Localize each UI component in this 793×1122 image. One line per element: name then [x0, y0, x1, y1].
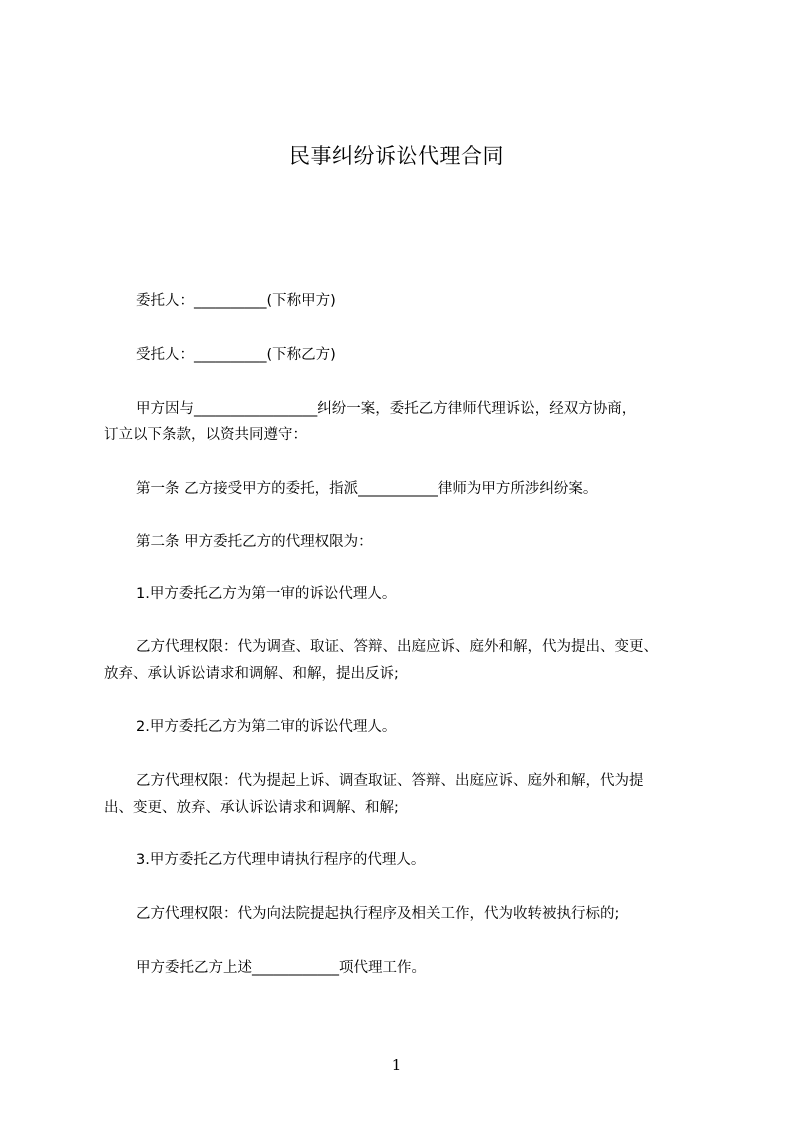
article-1: 第一条 乙方接受甲方的委托，指派___________律师为甲方所涉纠纷案。 [136, 481, 598, 497]
item-2-scope-line-1: 乙方代理权限：代为提起上诉、调查取证、答辩、出庭应诉、庭外和解，代为提 [136, 773, 644, 789]
intro-paragraph-line-2: 订立以下条款，以资共同遵守： [104, 427, 307, 443]
page-number: 1 [391, 1056, 402, 1074]
client-line: 委托人：__________(下称甲方) [136, 293, 336, 309]
item-2-scope-line-2: 出、变更、放弃、承认诉讼请求和调解、和解; [104, 800, 399, 816]
document-title: 民事纠纷诉讼代理合同 [289, 144, 504, 168]
summary-line: 甲方委托乙方上述____________项代理工作。 [136, 960, 426, 976]
item-3-heading: 3.甲方委托乙方代理申请执行程序的代理人。 [136, 852, 426, 868]
item-1-heading: 1.甲方委托乙方为第一审的诉讼代理人。 [136, 586, 397, 602]
article-2: 第二条 甲方委托乙方的代理权限为： [136, 534, 373, 550]
item-2-heading: 2.甲方委托乙方为第二审的诉讼代理人。 [136, 719, 397, 735]
item-1-scope-line-2: 放弃、承认诉讼请求和调解、和解，提出反诉; [104, 666, 399, 682]
item-3-scope-line-1: 乙方代理权限：代为向法院提起执行程序及相关工作，代为收转被执行标的; [136, 906, 620, 922]
agent-line: 受托人：__________(下称乙方) [136, 347, 336, 363]
intro-paragraph-line-1: 甲方因与_________________纠纷一案，委托乙方律师代理诉讼，经双方协商， [136, 401, 637, 417]
item-1-scope-line-1: 乙方代理权限：代为调查、取证、答辩、出庭应诉、庭外和解，代为提出、变更、 [136, 639, 658, 655]
